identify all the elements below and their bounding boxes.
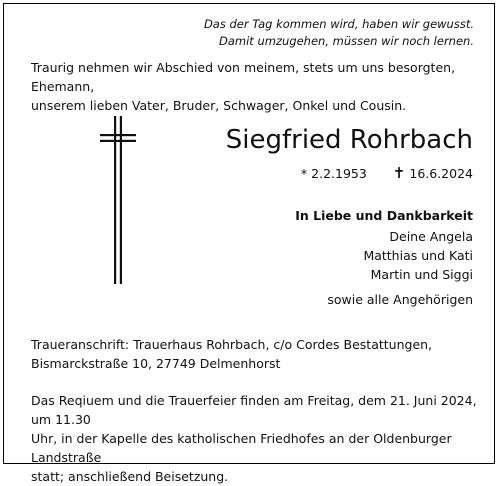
- family-signature: [213, 206, 473, 309]
- deceased-name: Siegfried Rohrbach: [225, 125, 473, 155]
- intro-line: Traurig nehmen wir Abschied von meinem, stets um uns besorgten, Ehemann,: [31, 60, 456, 94]
- address-line: Bismarckstraße 10, 27749 Delmenhorst: [31, 356, 281, 371]
- intro-text: [31, 58, 476, 115]
- cross-icon: [100, 116, 136, 284]
- obituary-notice: [3, 3, 495, 484]
- family-others: sowie alle Angehörigen: [327, 292, 473, 307]
- motto-line: Das der Tag kommen wird, haben wir gewusst.: [203, 17, 474, 31]
- motto-quote: [204, 16, 474, 50]
- death-cross-icon: ✝: [392, 164, 406, 182]
- death-date: 16.6.2024: [409, 166, 473, 181]
- service-line: statt; anschließend Beisetzung.: [31, 469, 229, 484]
- birth-date: 2.2.1953: [311, 166, 367, 181]
- family-heading: In Liebe und Dankbarkeit: [295, 208, 473, 223]
- intro-line: unserem lieben Vater, Bruder, Schwager, Onkel und Cousin.: [31, 98, 407, 113]
- address-line: Traueranschrift: Trauerhaus Rohrbach, c/o Cordes Bestattungen,: [31, 337, 433, 352]
- service-line: Uhr, in der Kapelle des katholischen Friedhofes an der Oldenburger Landstraße: [31, 431, 452, 465]
- family-member: Martin und Siggi: [370, 267, 473, 282]
- family-member: Deine Angela: [389, 229, 473, 244]
- service-details: [31, 391, 479, 486]
- family-member: Matthias und Kati: [363, 248, 473, 263]
- mourning-address: [31, 335, 476, 373]
- service-line: Das Reqiuem und die Trauerfeier finden am Freitag, dem 21. Juni 2024, um 11.30: [31, 393, 477, 427]
- life-dates: [301, 164, 473, 182]
- birth-symbol: *: [300, 166, 308, 181]
- motto-line: Damit umzugehen, müssen wir noch lernen.: [219, 34, 474, 48]
